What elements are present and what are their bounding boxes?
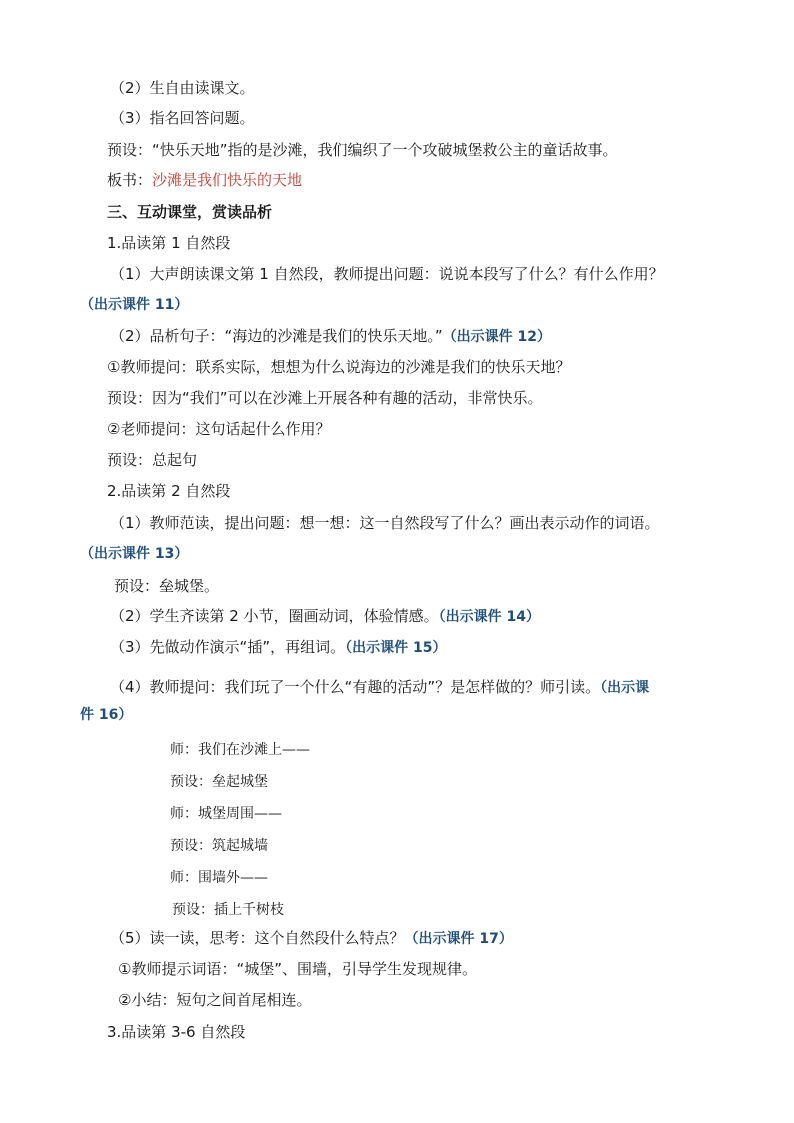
text-line: （3）指名回答问题。 [110, 109, 255, 127]
text-line: 预设：垒城堡。 [114, 577, 220, 595]
courseware-ref: （出示课件 11） [80, 297, 189, 313]
text-span: （2）学生齐读第 2 小节，圈画动词，体验情感。 [110, 607, 439, 625]
dialogue-line: 预设：筑起城墙 [170, 838, 268, 854]
dialogue-line: 预设：插上千树枝 [172, 902, 284, 918]
dialogue-line: 预设：垒起城堡 [170, 774, 268, 790]
text-line: 预设：总起句 [107, 451, 198, 469]
text-line [110, 326, 551, 347]
text-span: （3）先做动作演示“插”，再组词。 [110, 638, 346, 656]
courseware-ref: （出示课件 17） [404, 931, 513, 947]
text-span: （2）品析句子：“海边的沙滩是我们的快乐天地。” [110, 327, 443, 345]
text-line: ①教师提问：联系实际，想想为什么说海边的沙滩是我们的快乐天地？ [107, 358, 571, 376]
courseware-ref: （出示课件 12） [442, 329, 551, 345]
courseware-ref: （出示课 [600, 680, 650, 696]
section-heading: 三、互动课堂，赏读品析 [107, 203, 273, 221]
text-line: （1）教师范读，提出问题：想一想：这一自然段写了什么？画出表示动作的词语。 [110, 514, 660, 532]
text-line: ①教师提示词语：“城堡”、围墙，引导学生发现规律。 [118, 960, 477, 978]
text-span: （5）读一读，思考：这个自然段什么特点？ [110, 929, 405, 947]
courseware-ref: （出示课件 13） [80, 546, 189, 562]
text-line: （2）生自由读课文。 [110, 79, 255, 97]
text-line: ②老师提问：这句话起什么作用？ [107, 420, 331, 438]
text-line: 预设：“快乐天地”指的是沙滩，我们编织了一个攻破城堡救公主的童话故事。 [107, 141, 618, 159]
dialogue-line: 师：我们在沙滩上—— [170, 742, 310, 758]
dialogue-line: 师：城堡周围—— [170, 806, 282, 822]
subsection-heading: 1.品读第 1 自然段 [107, 234, 231, 252]
text-line [110, 677, 649, 698]
courseware-ref: （出示课件 14） [438, 609, 540, 625]
subsection-heading: 2.品读第 2 自然段 [107, 482, 231, 500]
courseware-ref: （出示课件 15） [345, 640, 447, 656]
subsection-heading: 3.品读第 3-6 自然段 [107, 1023, 246, 1041]
dialogue-line: 师：围墙外—— [170, 870, 268, 886]
courseware-ref: 件 16） [80, 707, 133, 723]
text-line: ②小结：短句之间首尾相连。 [118, 991, 312, 1009]
text-line [110, 637, 446, 658]
text-line [110, 606, 540, 627]
blackboard-line [107, 170, 302, 190]
text-line [110, 928, 513, 949]
text-line: 预设：因为“我们”可以在沙滩上开展各种有趣的活动，非常快乐。 [107, 389, 543, 407]
text-span: （4）教师提问：我们玩了一个什么“有趣的活动”？是怎样做的？师引读。 [110, 678, 601, 696]
blackboard-text: 沙滩是我们快乐的天地 [152, 171, 303, 189]
blackboard-prefix: 板书： [107, 171, 153, 189]
text-line: （1）大声朗读课文第 1 自然段，教师提出问题：说说本段写了什么？有什么作用？ [110, 265, 664, 283]
